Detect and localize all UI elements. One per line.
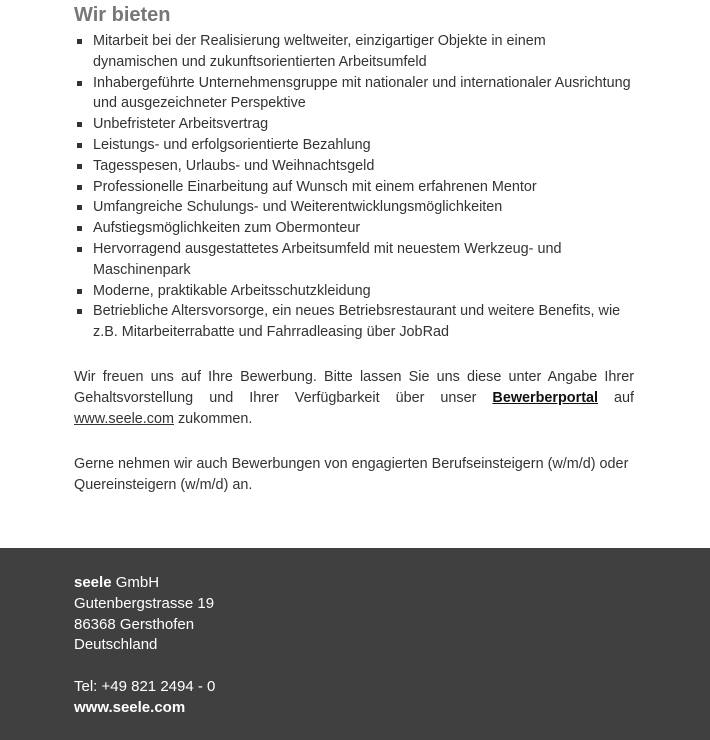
square-bullet-icon — [77, 122, 82, 127]
application-portal-link[interactable]: Bewerberportal — [492, 389, 598, 406]
company-name — [74, 573, 215, 594]
list-item — [74, 177, 634, 198]
benefit-text: Inhabergeführte Unternehmensgruppe mit nationaler und internationaler Ausrichtung und ausgezeichneter Perspektive — [93, 74, 631, 112]
list-item — [74, 156, 634, 177]
benefit-text: Leistungs- und erfolgsorientierte Bezahlung — [93, 136, 371, 153]
square-bullet-icon — [77, 226, 82, 231]
square-bullet-icon — [77, 39, 82, 44]
career-starters-paragraph: Gerne nehmen wir auch Bewerbungen von engagierten Berufseinsteigern (w/m/d) oder Quereinsteigern (w/m/d) an. — [74, 456, 629, 494]
spacer — [74, 656, 215, 677]
company-address — [74, 573, 215, 719]
application-text-middle: auf — [597, 389, 634, 406]
benefit-text: Betriebliche Altersvorsorge, ein neues Betriebsrestaurant und weitere Benefits, wie z.B. Mitarbeiterrabatte und Fahrradleasing über JobRad — [93, 303, 621, 341]
benefit-text: Professionelle Einarbeitung auf Wunsch mit einem erfahrenen Mentor — [93, 178, 537, 195]
list-item — [74, 239, 634, 281]
benefit-text: Hervorragend ausgestattetes Arbeitsumfeld mit neuestem Werkzeug- und Maschinenpark — [93, 240, 562, 278]
list-item — [74, 218, 634, 239]
footer-website-link[interactable]: www.seele.com — [74, 698, 186, 716]
address-city: 86368 Gersthofen — [74, 615, 195, 633]
company-name-rest: GmbH — [111, 574, 160, 591]
square-bullet-icon — [77, 309, 82, 314]
square-bullet-icon — [77, 247, 82, 252]
address-country: Deutschland — [74, 636, 158, 654]
list-item — [74, 135, 634, 156]
benefit-text: Tagesspesen, Urlaubs- und Weihnachtsgeld — [93, 157, 375, 174]
phone-number: Tel: +49 821 2494 - 0 — [74, 677, 216, 695]
benefit-text: Aufstiegsmöglichkeiten zum Obermonteur — [93, 220, 361, 237]
address-street: Gutenbergstrasse 19 — [74, 594, 215, 612]
list-item — [74, 31, 634, 73]
application-paragraph — [74, 367, 634, 429]
application-text-end: zukommen. — [173, 410, 253, 427]
benefit-text: Moderne, praktikable Arbeitsschutzkleidung — [93, 282, 371, 299]
list-item — [74, 73, 634, 115]
footer — [0, 548, 710, 740]
section-title: Wir bieten — [74, 4, 171, 26]
website-link[interactable]: www.seele.com — [74, 410, 174, 427]
square-bullet-icon — [77, 164, 82, 169]
company-name-bold: seele — [74, 574, 112, 591]
square-bullet-icon — [77, 185, 82, 190]
benefit-text: Umfangreiche Schulungs- und Weiterentwicklungsmöglichkeiten — [93, 199, 503, 216]
benefit-text: Mitarbeit bei der Realisierung weltweiter, einzigartiger Objekte in einem dynamischen und zukunftsorientierten Arbeitsumfeld — [93, 33, 546, 70]
square-bullet-icon — [77, 289, 82, 294]
application-text: Wir freuen uns auf Ihre Bewerbung. Bitte lassen Sie uns diese unter Angabe Ihrer Gehaltsvorstellung und Ihrer Verfügbarkeit über unser — [74, 368, 634, 406]
job-offer-content — [74, 0, 634, 496]
benefits-list — [74, 31, 634, 343]
square-bullet-icon — [77, 143, 82, 148]
square-bullet-icon — [77, 205, 82, 210]
list-item — [74, 114, 634, 135]
list-item — [74, 197, 634, 218]
list-item — [74, 301, 634, 343]
square-bullet-icon — [77, 81, 82, 86]
list-item — [74, 281, 634, 302]
benefit-text: Unbefristeter Arbeitsvertrag — [93, 116, 269, 133]
